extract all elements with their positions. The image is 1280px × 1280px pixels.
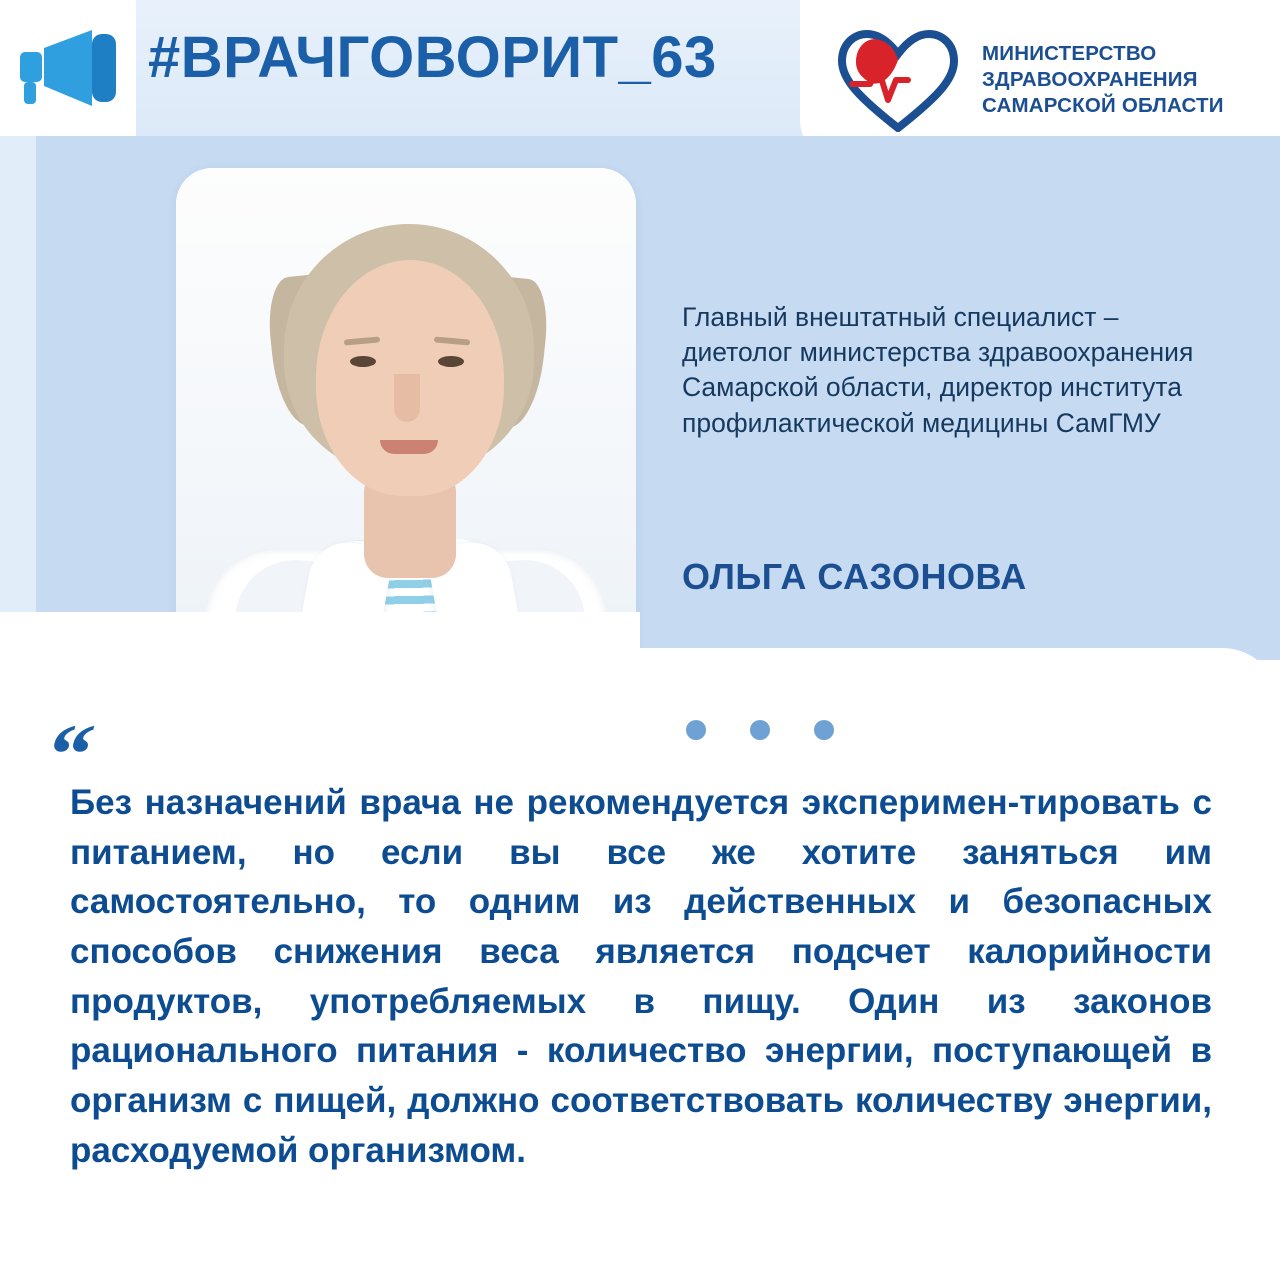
- doctor-bio: Главный внештатный специалист – диетолог министерства здравоохранения Самарской области, директор института профилактической медицины СамГМУ: [682, 302, 1194, 438]
- photo-mouth: [380, 440, 438, 454]
- heart-pulse-logo: [836, 28, 966, 132]
- quote-text: Без назначений врача не рекомендуется эксперимен-тировать с питанием, но если вы все же хотите заняться им самостоятельно, то одним из действенных и безопасных способов снижения веса является подсчет калорийности продуктов, употребляемых в пищу. Один из законов рационального питания - количество энергии, поступающей в организм с пищей, должно соответствовать количеству энергии, расходуемой организмом.: [70, 783, 1212, 1170]
- dot-3: [814, 720, 834, 740]
- dot-1: [686, 720, 706, 740]
- photo-nose: [394, 374, 420, 422]
- ministry-name: [982, 41, 1224, 120]
- quote-panel-notch: [0, 612, 640, 662]
- dot-separator: [686, 720, 834, 740]
- mid-background-left-strip: [0, 136, 36, 660]
- ministry-line-3: САМАРСКОЙ ОБЛАСТИ: [982, 94, 1224, 118]
- page-title: #ВРАЧГОВОРИТ_63: [148, 25, 717, 90]
- quote-mark-icon: “: [37, 706, 98, 802]
- ministry-line-1: МИНИСТЕРСТВО: [982, 41, 1157, 65]
- dot-2: [750, 720, 770, 740]
- photo-eye-left: [350, 356, 376, 367]
- photo-eye-right: [438, 356, 464, 367]
- doctor-name: ОЛЬГА САЗОНОВА: [682, 556, 1027, 597]
- ministry-line-2: ЗДРАВООХРАНЕНИЯ: [982, 67, 1198, 91]
- megaphone-icon: [18, 26, 120, 110]
